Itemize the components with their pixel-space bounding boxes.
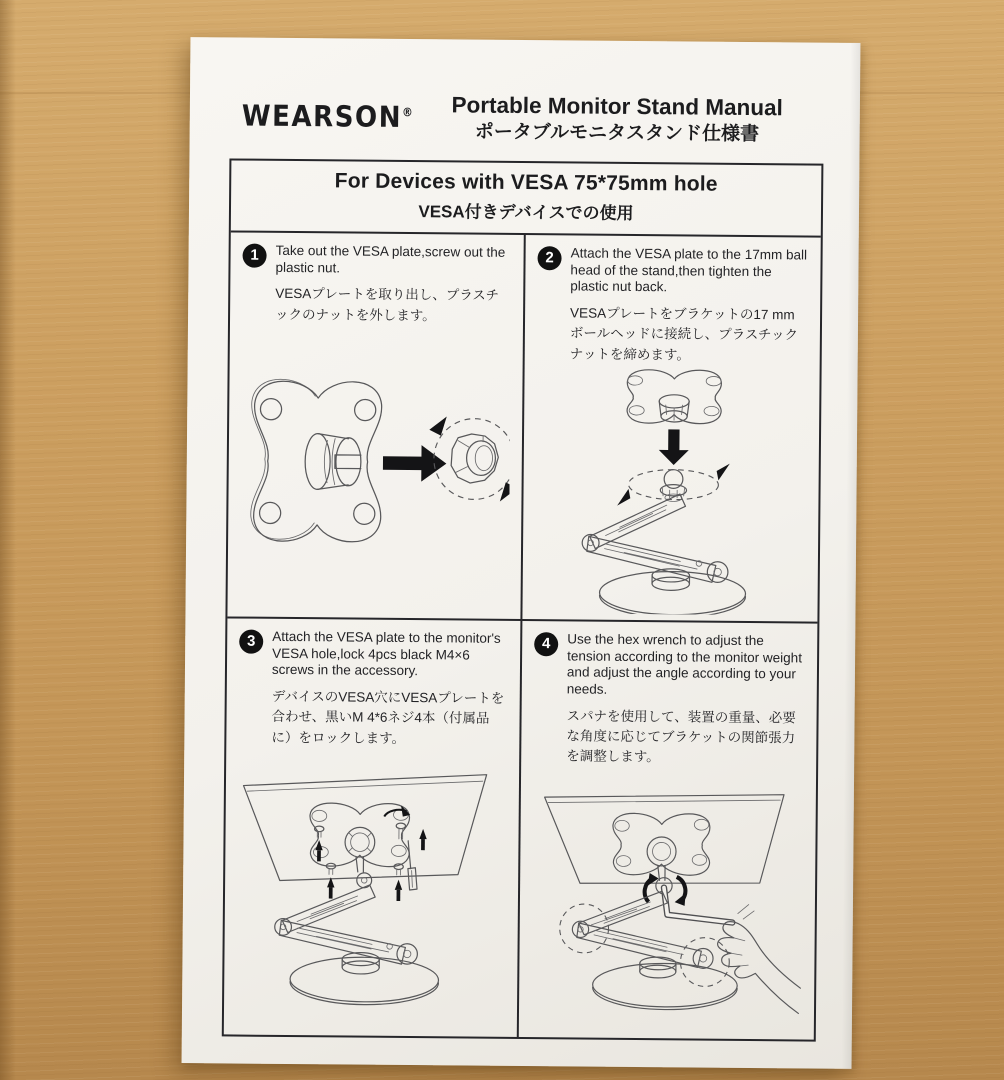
step-4-text-en: Use the hex wrench to adjust the tension according to the monitor weight and adjust the angle according to your needs. <box>566 631 803 697</box>
vesa-plate-and-nut-illustration <box>240 341 511 595</box>
mount-plate-to-monitor-illustration <box>236 753 507 1025</box>
step-2-texts <box>570 245 809 366</box>
step-2-diagram <box>534 364 807 615</box>
step-4-texts <box>566 631 805 769</box>
step-3-cell <box>224 618 523 1037</box>
step-1-cell <box>227 232 525 621</box>
step-3-header <box>238 628 508 749</box>
step-2-text-ja: VESAプレートをブラケットの17 mmボールヘッドに接続し、プラスチックナットを締めます。 <box>569 305 799 362</box>
step-2-cell <box>522 235 820 624</box>
registered-trademark-mark: ® <box>401 105 415 120</box>
step-1-text-en: Take out the VESA plate,screw out the plastic nut. <box>275 242 506 275</box>
manual-title-en: Portable Monitor Stand Manual <box>451 92 783 121</box>
brand-logo <box>242 99 415 135</box>
step-4-header <box>533 631 805 769</box>
step-2-text-en: Attach the VESA plate to the 17mm ball head of the stand,then tighten the plastic nut back. <box>570 245 808 295</box>
step-3-texts <box>271 629 508 750</box>
adjust-tension-hex-wrench-illustration <box>531 768 804 1032</box>
manual-title <box>414 91 820 147</box>
step-2-number-badge: 2 <box>537 246 561 270</box>
steps-grid <box>224 232 821 1039</box>
manual-title-ja: ポータブルモニタスタンド仕様書 <box>474 121 760 146</box>
attach-plate-to-stand-illustration <box>539 364 803 615</box>
step-4-number-badge: 4 <box>534 632 558 656</box>
section-heading <box>231 160 822 237</box>
manual-header <box>189 37 860 160</box>
step-1-number-badge: 1 <box>242 243 266 267</box>
step-1-texts <box>275 243 512 327</box>
step-3-text-en: Attach the VESA plate to the monitor's VESA hole,lock 4pcs black M4×6 screws in the accessory. <box>271 628 501 679</box>
step-4-cell <box>519 621 818 1040</box>
step-1-diagram <box>239 324 510 612</box>
manual-page <box>182 37 861 1069</box>
desk-shadow-edge <box>0 0 16 1080</box>
step-4-diagram <box>531 767 804 1034</box>
step-2-header <box>537 245 809 366</box>
step-3-diagram <box>236 747 507 1030</box>
step-4-text-ja: スパナを使用して、装置の重量、必要な角度に応じてブラケットの関節張力を調整します。 <box>566 708 796 765</box>
step-3-number-badge: 3 <box>239 629 263 653</box>
step-1-header <box>242 242 512 326</box>
brand-name: WEARSON <box>241 98 403 135</box>
step-3-text-ja: デバイスのVESA穴にVESAプレートを合わせ、黒いM 4*6ネジ4本（付属品に）をロックします。 <box>271 688 505 746</box>
section-heading-ja: VESA付きデバイスでの使用 <box>418 201 634 223</box>
section-heading-en: For Devices with VESA 75*75mm hole <box>334 169 718 196</box>
step-1-text-ja: VESAプレートを取り出し、プラスチックのナットを外します。 <box>275 286 500 323</box>
instruction-table <box>222 158 824 1041</box>
